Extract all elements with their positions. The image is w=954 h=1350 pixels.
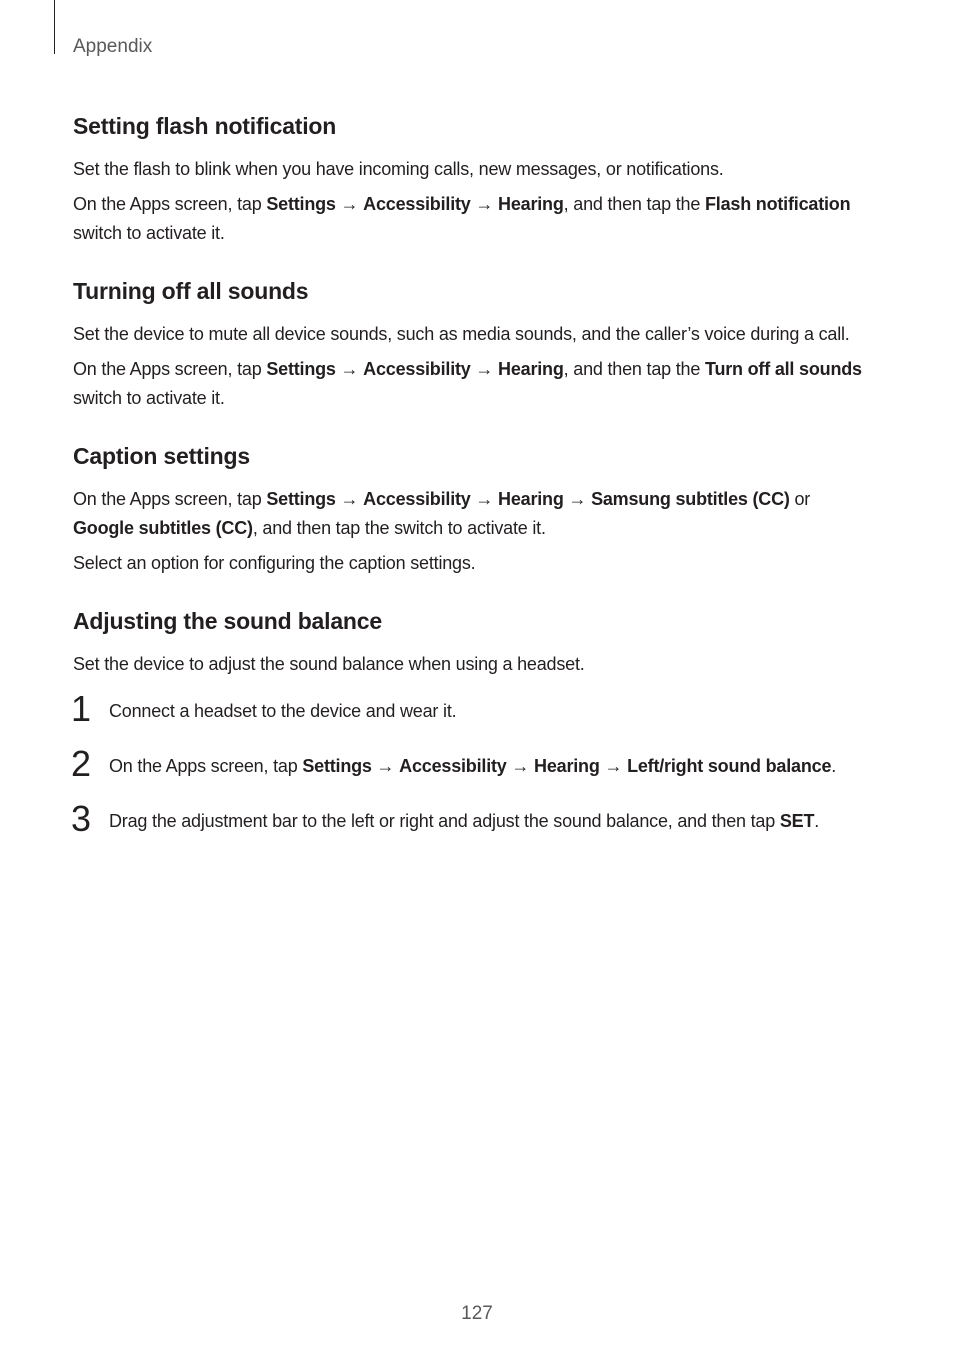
instruction-paragraph: On the Apps screen, tap Settings → Accessibility → Hearing, and then tap the Flash notification switch to activate it. (73, 194, 851, 243)
paragraph: Select an option for configuring the caption settings. (73, 553, 476, 573)
step-item (71, 743, 873, 784)
step-item (71, 798, 873, 839)
step-text: Drag the adjustment bar to the left or right and adjust the sound balance, and then tap SET. (109, 811, 820, 831)
paragraph: Set the flash to blink when you have incoming calls, new messages, or notifications. (73, 159, 724, 179)
step-text: On the Apps screen, tap Settings → Accessibility → Hearing → Left/right sound balance. (109, 756, 837, 776)
instruction-paragraph: On the Apps screen, tap Settings → Accessibility → Hearing → Samsung subtitles (CC) or Google subtitles (CC), and then tap the switch to activate it. (73, 489, 811, 538)
instruction-paragraph: On the Apps screen, tap Settings → Accessibility → Hearing, and then tap the Turn off all sounds switch to activate it. (73, 359, 862, 408)
step-number: 3 (71, 798, 92, 839)
page-number: 127 (461, 1303, 493, 1324)
section-title: Turning off all sounds (73, 278, 309, 304)
section-title: Caption settings (73, 443, 250, 469)
section-sound-balance (71, 603, 873, 839)
step-number: 2 (71, 743, 92, 784)
step-list (71, 688, 873, 839)
section-turn-off-sounds (73, 273, 873, 413)
step-item (71, 688, 873, 729)
section-flash-notification (73, 108, 873, 248)
margin-rule (54, 0, 55, 54)
section-caption-settings (73, 438, 873, 578)
section-title: Adjusting the sound balance (73, 608, 382, 634)
step-text: Connect a headset to the device and wear it. (109, 701, 457, 721)
section-title: Setting flash notification (73, 113, 337, 139)
paragraph: Set the device to mute all device sounds, such as media sounds, and the caller’s voice during a call. (73, 324, 850, 344)
step-number: 1 (71, 688, 92, 729)
running-header: Appendix (73, 36, 153, 57)
paragraph: Set the device to adjust the sound balance when using a headset. (73, 654, 585, 674)
page-content (73, 108, 873, 862)
